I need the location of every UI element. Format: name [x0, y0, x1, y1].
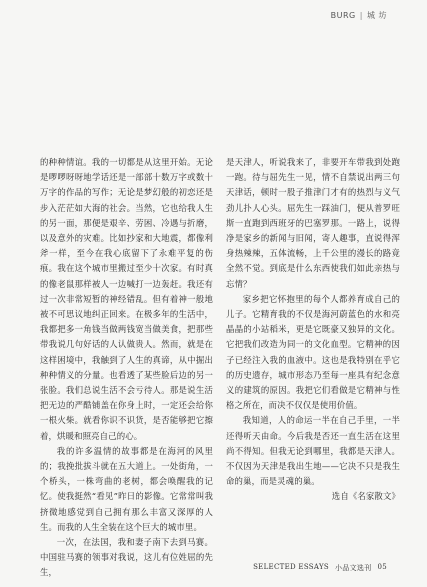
running-footer	[253, 563, 387, 573]
body-paragraph: 我的许多温情的故事都是在海河的风里的；我挽批拔斗就在五大道上。一处街角，一个桥头，一株弯曲的老树，都会唤醒我的记忆。使我挺然“看见”昨日的影像。它常常叫我挤微地感觉到自己拥有那么丰富又深厚的人生。而我的人生全装在这个巨大的城市里。	[40, 445, 213, 532]
body-paragraph: 家乡把它怀抱里的每个人都养育成自己的儿子。它精育我的不仅是海河蔚蓝色的水和亮晶晶的小站稻米，更是它既豪又独异的文化。它把我们改造为同一的文化血型。它精神的因子已经注入我的血液中。这也是我特别在乎它的历史遗存，城市形态乃至每一座具有纪念意义的建筑的原因。我把它们看做是它精神与性格之所在，而决不仅仅是使用价值。	[226, 293, 400, 411]
section-name-cn: 城 坊	[366, 11, 387, 20]
left-column	[40, 155, 213, 581]
body-paragraph: 的种种情谊。我的一切都是从这里开始。无论是啰啰呀呀地学话还是一部部十数万字或数十万字的作品的写作；无论是梦幻般的初恋还是步入茫茫如大海的社会。当然，它也给我人生的另一面，那便是艰辛、劳困、冷遇与折磨，以及意外的灾难。比如抄家和大地震，都像利斧一样，至今在我心底留下了永难平复的伤痕。我在这个城市里搬过至少十次家。有时真的像老鼠那样被人一边喊打一边轰赶。我还有过一次非常短暂的神经错乱。但有着神一般地被不可思议地纠正回来。在极多年的生活中，我都把多一角钱当做两钱宽当做美食，把那些带我说几句好话的人认做贵人。然而，就是在这样困境中，我触到了人生的真谛，从中掘出种种情义的分量。也看透了某些脸后边的另一张脸。我们总说生活不会亏待人。那是说生活把无边的严酷铺盖在你身上时，一定还会给你一根火柴。就看你识不识货，是否能够把它擦着，烘暖和照亮自己的心。	[40, 157, 213, 441]
body-paragraph: 是天津人，听说我来了，非要开车带我到处跑一跑。待与屈先生一见，情不自禁说出两三句天津话，顿时一股子推津门才有的热烈与义气劲儿扑人心头。屈先生一踩油门，便从普罗旺斯一直跑到西班牙的巴塞罗那。一路上，说得净是家乡的新闻与旧闻，寄人趣事，直说得浑身热辣辣，五体流畅，上千公里的漫长的路竟全然不觉。到底是什么东西使我们如此亲热与忘情？	[226, 157, 400, 289]
source-attribution: 选自《名家散文》	[331, 491, 400, 502]
section-name-en: BURG	[330, 11, 356, 20]
right-column	[226, 155, 400, 505]
running-header	[331, 10, 387, 21]
page-number: 05	[377, 563, 387, 571]
body-paragraph: 我知道，人的命运一半在自己手里，一半还得听天由命。今后我是否还一直生活在这里尚不得知。但我无论到哪里，我都是天津人。不仅因为天津是我出生地——它决不只是我生命的巢，而是灵魂的巢。	[226, 415, 400, 487]
magazine-name-en: SELECTED ESSAYS	[253, 563, 329, 571]
header-divider: |	[359, 11, 363, 20]
magazine-name-cn: 小品文选刊	[334, 564, 372, 572]
body-paragraph: 一次，在法国，我和妻子南下去到马赛。中国驻马赛的领事对我说，这儿有位姓屈的先生，	[40, 537, 213, 578]
